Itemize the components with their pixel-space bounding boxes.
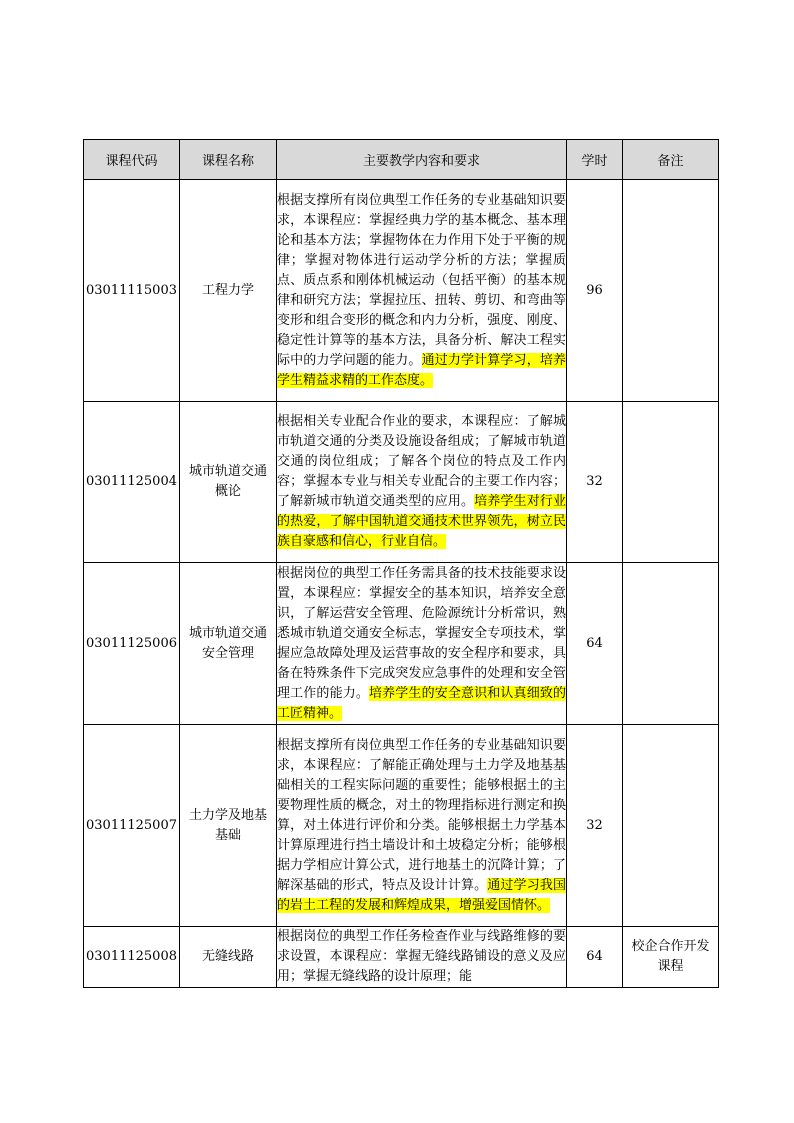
course-content — [277, 725, 567, 927]
course-name — [180, 563, 277, 725]
header-hours: 学时 — [567, 140, 623, 180]
course-code: 03011125008 — [84, 927, 180, 988]
course-code: 03011125007 — [84, 725, 180, 927]
course-name — [180, 402, 277, 563]
content-text: 根据相关专业配合作业的要求，本课程应：了解城市轨道交通的分类及设施设备组成；了解城市轨道交通的岗位组成；了解各个岗位的特点及工作内容；掌握本专业与相关专业配合的主要工作内容；了解新城市轨道交通类型的应用。 — [277, 414, 566, 509]
course-note — [623, 563, 719, 725]
header-course-code: 课程代码 — [84, 140, 180, 180]
course-note — [623, 402, 719, 563]
course-name-text: 工程力学 — [201, 282, 254, 298]
course-name — [180, 927, 277, 988]
ideological-highlight: 培养学生对行业的热爱，了解中国轨道交通技术世界领先，树立民族自豪感和信心，行业自信。 — [277, 494, 566, 549]
table-row — [84, 402, 719, 563]
course-name-text: 无缝线路 — [201, 949, 254, 964]
course-name-text: 城市轨道交通概论 — [188, 464, 267, 499]
course-code: 03011125004 — [84, 402, 180, 563]
table-row — [84, 180, 719, 402]
content-text: 根据支撑所有岗位典型工作任务的专业基础知识要求，本课程应：了解能正确处理与土力学及地基基础相关的工程实际问题的重要性；能够根据土的主要物理性质的概念，对土的物理指标进行测定和换算，对土体进行评价和分类。能够根据土力学基本计算原理进行挡土墙设计和土坡稳定分析；能够根据力学相应计算公式，进行地基土的沉降计算；了解深基础的形式，特点及设计计算。 — [277, 737, 566, 893]
course-hours: 32 — [567, 725, 623, 927]
course-name — [180, 180, 277, 402]
course-hours: 64 — [567, 927, 623, 988]
header-notes: 备注 — [623, 140, 719, 180]
table-row — [84, 927, 719, 988]
ideological-highlight: 通过学习我国的岩土工程的发展和辉煌成果，增强爱国情怀。 — [277, 877, 566, 913]
course-hours: 96 — [567, 180, 623, 402]
header-course-content: 主要教学内容和要求 — [277, 140, 567, 180]
course-note-text: 校企合作开发课程 — [631, 939, 710, 974]
course-name — [180, 725, 277, 927]
course-hours: 32 — [567, 402, 623, 563]
course-table — [83, 139, 719, 988]
table-row — [84, 725, 719, 927]
course-note — [623, 180, 719, 402]
header-course-name: 课程名称 — [180, 140, 277, 180]
content-text: 根据岗位的典型工作任务检查作业与线路维修的要求设置，本课程应：掌握无缝线路铺设的意义及应用；掌握无缝线路的设计原理；能 — [277, 929, 566, 984]
course-content — [277, 927, 567, 988]
content-text: 根据支撑所有岗位典型工作任务的专业基础知识要求，本课程应：掌握经典力学的基本概念、基本理论和基本方法；掌握物体在力作用下处于平衡的规律；掌握对物体进行运动学分析的方法；掌握质点、质点系和刚体机械运动（包括平衡）的基本规律和研究方法；掌握拉压、扭转、剪切、和弯曲等变形和组合变形的概念和内力分析，强度、刚度、稳定性计算等的基本方法，具备分析、解决工程实际中的力学问题的能力。 — [277, 192, 566, 368]
ideological-highlight: 通过力学计算学习，培养学生精益求精的工作态度。 — [277, 352, 566, 388]
course-content — [277, 402, 567, 563]
course-content — [277, 180, 567, 402]
course-name-text: 城市轨道交通安全管理 — [188, 625, 267, 661]
table-header-row — [84, 140, 719, 180]
course-note — [623, 725, 719, 927]
course-name-text: 土力学及地基基础 — [188, 807, 267, 843]
course-code: 03011125006 — [84, 563, 180, 725]
course-code: 03011115003 — [84, 180, 180, 402]
content-text: 根据岗位的典型工作任务需具备的技术技能要求设置，本课程应：掌握安全的基本知识，培养安全意识，了解运营安全管理、危险源统计分析常识，熟悉城市轨道交通安全标志，掌握安全专项技术，掌握应急故障处理及运营事故的安全程序和要求，具备在特殊条件下完成突发应急事件的处理和安全管理工作的能力。 — [277, 565, 566, 701]
table-row — [84, 563, 719, 725]
ideological-highlight: 培养学生的安全意识和认真细致的工匠精神。 — [277, 685, 566, 721]
course-note — [623, 927, 719, 988]
course-hours: 64 — [567, 563, 623, 725]
course-content — [277, 563, 567, 725]
